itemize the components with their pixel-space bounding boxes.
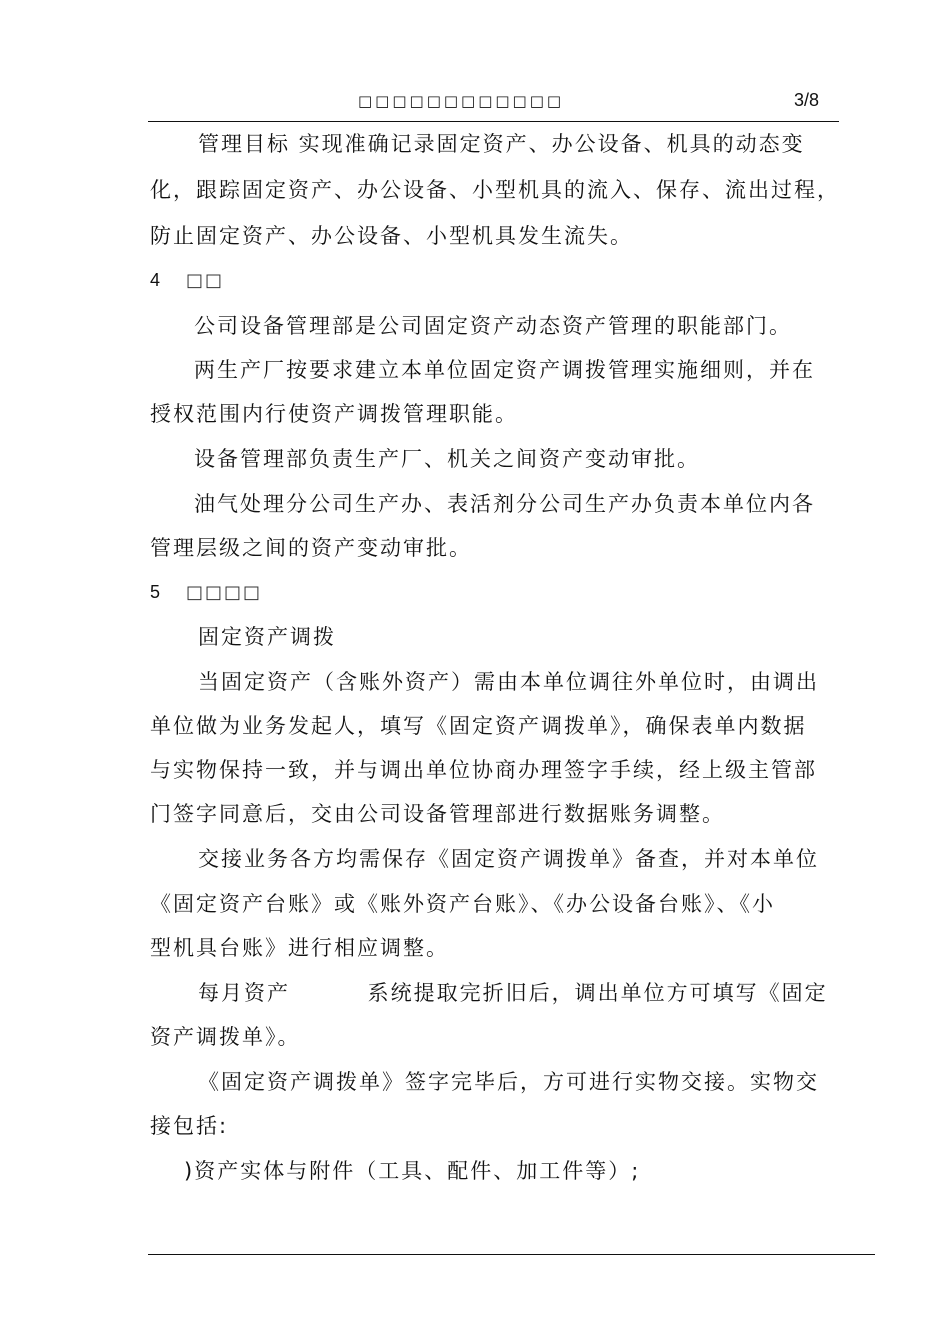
- paragraph-line: 门签字同意后，交由公司设备管理部进行数据账务调整。: [150, 802, 725, 826]
- paragraph-line: 每月资产 系统提取完折旧后，调出单位方可填写《固定: [198, 981, 828, 1005]
- header-divider: [148, 121, 839, 122]
- paragraph-line: 当固定资产（含账外资产）需由本单位调往外单位时，由调出: [198, 670, 819, 694]
- paragraph-line: 设备管理部负责生产厂、机关之间资产变动审批。: [194, 447, 700, 471]
- list-item: )资产实体与附件（工具、配件、加工件等）;: [184, 1159, 641, 1183]
- paragraph-line: 授权范围内行使资产调拨管理职能。: [150, 402, 518, 426]
- paragraph-line: 《固定资产台账》或《账外资产台账》、《办公设备台账》、《小: [150, 892, 775, 916]
- paragraph-line: 接包括:: [150, 1114, 229, 1138]
- paragraph-line: 与实物保持一致，并与调出单位协商办理签字手续，经上级主管部: [150, 758, 817, 782]
- paragraph-line: 化，跟踪固定资产、办公设备、小型机具的流入、保存、流出过程，: [150, 178, 840, 202]
- paragraph-line: 交接业务各方均需保存《固定资产调拨单》备查，并对本单位: [198, 847, 819, 871]
- section-heading-4: [150, 267, 224, 294]
- subsection-title: 固定资产调拨: [198, 625, 336, 649]
- section-number: 5: [150, 582, 161, 602]
- header-title: □□□□□□□□□□□□: [358, 92, 565, 110]
- paragraph-line: 油气处理分公司生产办、表活剂分公司生产办负责本单位内各: [194, 492, 815, 516]
- paragraph-line: 两生产厂按要求建立本单位固定资产调拨管理实施细则，并在: [194, 358, 815, 382]
- paragraph-line: 型机具台账》进行相应调整。: [150, 936, 449, 960]
- section-title: □□□□: [186, 582, 263, 603]
- page-number: 3/8: [794, 90, 820, 110]
- paragraph-line: 单位做为业务发起人，填写《固定资产调拨单》，确保表单内数据: [150, 714, 807, 738]
- footer-divider: [148, 1254, 875, 1255]
- paragraph-line: 管理目标 实现准确记录固定资产、办公设备、机具的动态变: [198, 132, 805, 156]
- paragraph-line: 管理层级之间的资产变动审批。: [150, 536, 472, 560]
- section-heading-5: [150, 579, 262, 606]
- paragraph-line: 公司设备管理部是公司固定资产动态资产管理的职能部门。: [194, 314, 792, 338]
- paragraph-line: 防止固定资产、办公设备、小型机具发生流失。: [150, 224, 633, 248]
- paragraph-line: 《固定资产调拨单》签字完毕后，方可进行实物交接。实物交: [198, 1070, 819, 1094]
- paragraph-line: 资产调拨单》。: [150, 1025, 301, 1049]
- section-number: 4: [150, 270, 161, 290]
- section-title: □□: [186, 270, 225, 291]
